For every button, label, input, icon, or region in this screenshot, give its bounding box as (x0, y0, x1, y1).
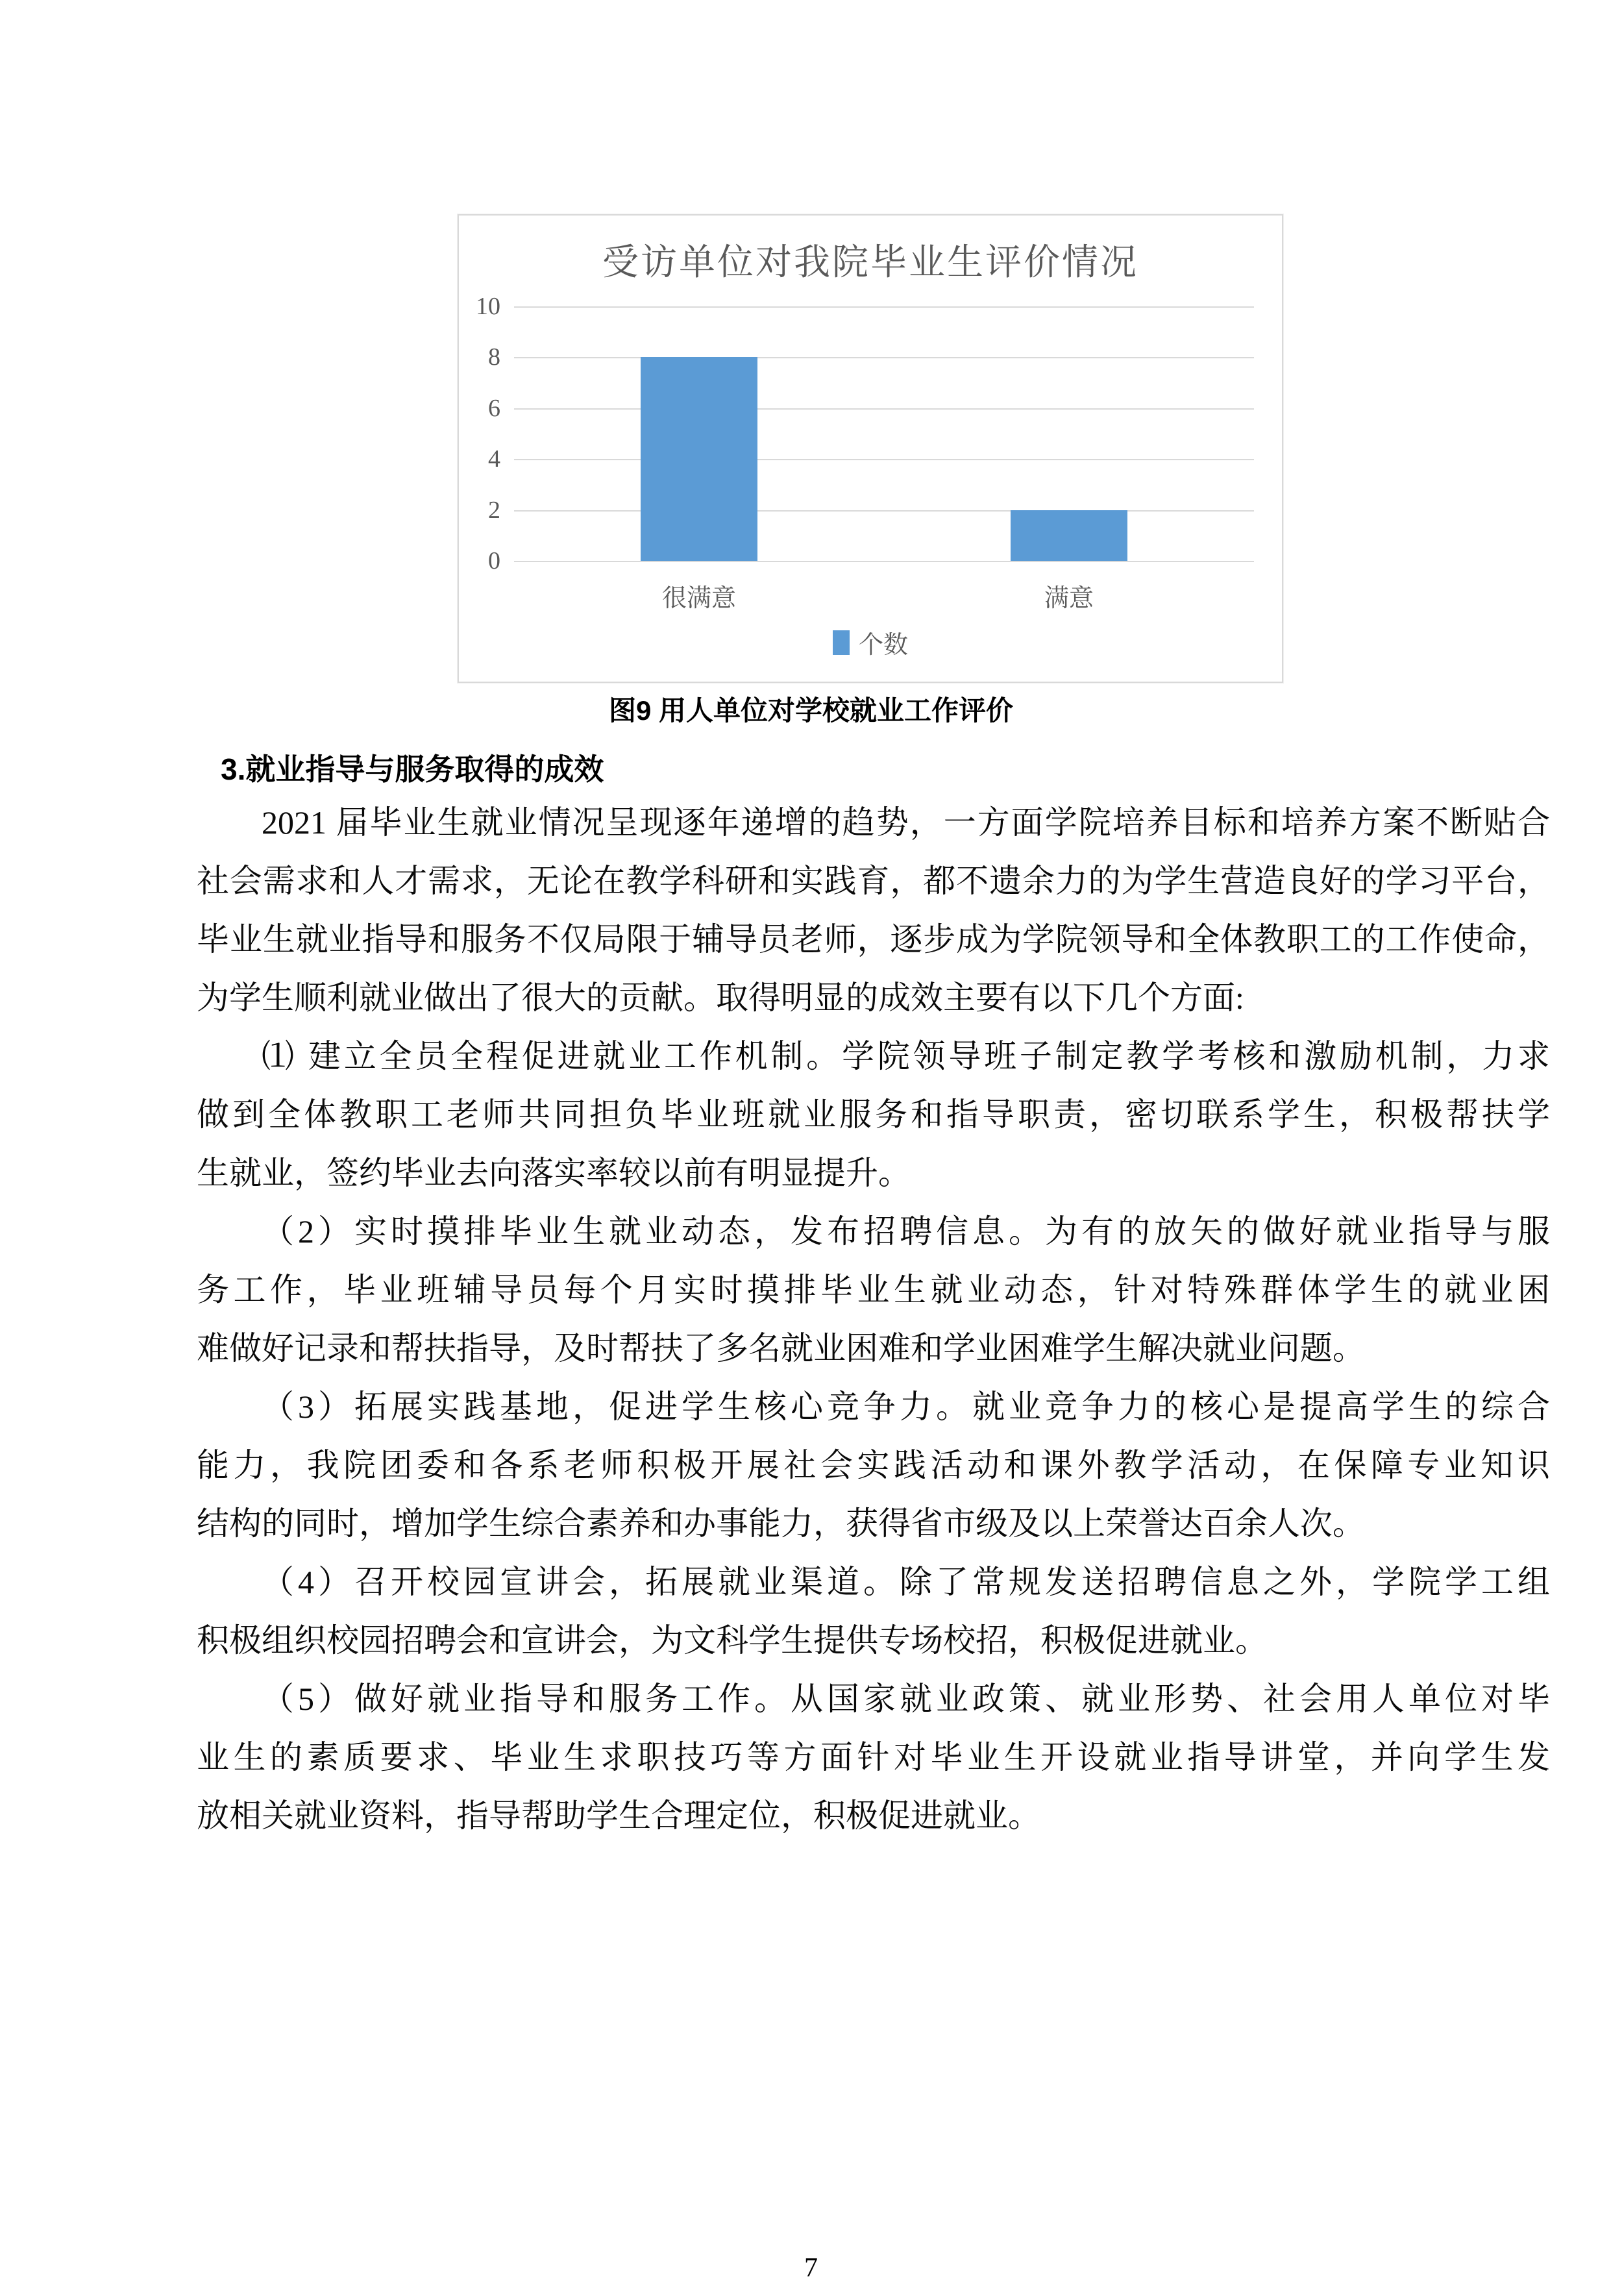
legend-swatch-icon (833, 630, 850, 655)
body-line: 做到全体教职工老师共同担负毕业班就业服务和指导职责，密切联系学生，积极帮扶学 (197, 1096, 1550, 1133)
gridline (514, 357, 1254, 358)
figure-caption: 图9 用人单位对学校就业工作评价 (608, 695, 1014, 726)
body-line: 业生的素质要求、毕业生求职技巧等方面针对毕业生开设就业指导讲堂，并向学生发 (197, 1739, 1550, 1775)
page-number: 7 (804, 2253, 818, 2283)
body-line: 2021 届毕业生就业情况呈现逐年递增的趋势，一方面学院培养目标和培养方案不断贴合 (262, 804, 1550, 841)
x-axis-category-label: 满意 (1044, 585, 1094, 612)
body-line: 结构的同时，增加学生综合素养和办事能力，获得省市级及以上荣誉达百余人次。 (197, 1505, 1365, 1542)
body-line: 积极组织校园招聘会和宣讲会，为文科学生提供专场校招，积极促进就业。 (197, 1622, 1268, 1659)
body-text (197, 793, 1550, 1845)
plot-area (459, 216, 1282, 682)
gridline (514, 408, 1254, 410)
y-axis-tick-label: 4 (488, 445, 500, 473)
y-axis-tick-label: 2 (488, 496, 500, 524)
gridline (514, 459, 1254, 460)
body-line: （5）做好就业指导和服务工作。从国家就业政策、就业形势、社会用人单位对毕 (262, 1681, 1550, 1717)
y-axis-tick-label: 10 (476, 293, 500, 320)
body-line: 社会需求和人才需求，无论在教学科研和实践育，都不遗余力的为学生营造良好的学习平台， (197, 863, 1550, 899)
chart-legend (459, 624, 1282, 660)
body-line: 务工作，毕业班辅导员每个月实时摸排毕业生就业动态，针对特殊群体学生的就业困 (197, 1272, 1550, 1308)
figure-bar-chart (458, 214, 1283, 683)
gridline (514, 561, 1254, 562)
legend-label: 个数 (858, 632, 908, 659)
body-line: 毕业生就业指导和服务不仅局限于辅导员老师，逐步成为学院领导和全体教职工的工作使命， (197, 921, 1550, 957)
body-line: ⑴ 建立全员全程促进就业工作机制。学院领导班子制定教学考核和激励机制，力求 (262, 1038, 1550, 1074)
y-axis-tick-label: 0 (488, 547, 500, 574)
body-line: 为学生顺利就业做出了很大的贡献。取得明显的成效主要有以下几个方面: (197, 980, 1244, 1016)
y-axis-tick-label: 6 (488, 394, 500, 422)
body-line: 放相关就业资料，指导帮助学生合理定位，积极促进就业。 (197, 1797, 1040, 1834)
gridline (514, 510, 1254, 512)
x-axis-category-label: 很满意 (661, 585, 736, 612)
section-heading: 3.就业指导与服务取得的成效 (221, 752, 604, 786)
chart-title: 受访单位对我院毕业生评价情况 (602, 243, 1138, 283)
bar-满意 (1011, 510, 1127, 561)
y-axis-tick-label: 8 (488, 343, 500, 371)
body-line: （4）召开校园宣讲会，拓展就业渠道。除了常规发送招聘信息之外，学院学工组 (262, 1564, 1550, 1600)
body-line: 能力，我院团委和各系老师积极开展社会实践活动和课外教学活动，在保障专业知识 (197, 1447, 1550, 1483)
body-line: 难做好记录和帮扶指导，及时帮扶了多名就业困难和学业困难学生解决就业问题。 (197, 1330, 1365, 1366)
bar-很满意 (641, 357, 757, 561)
body-line: 生就业，签约毕业去向落实率较以前有明显提升。 (197, 1155, 911, 1191)
gridline (514, 306, 1254, 308)
body-line: （3）拓展实践基地，促进学生核心竞争力。就业竞争力的核心是提高学生的综合 (262, 1389, 1550, 1425)
body-line: （2）实时摸排毕业生就业动态，发布招聘信息。为有的放矢的做好就业指导与服 (262, 1213, 1550, 1250)
